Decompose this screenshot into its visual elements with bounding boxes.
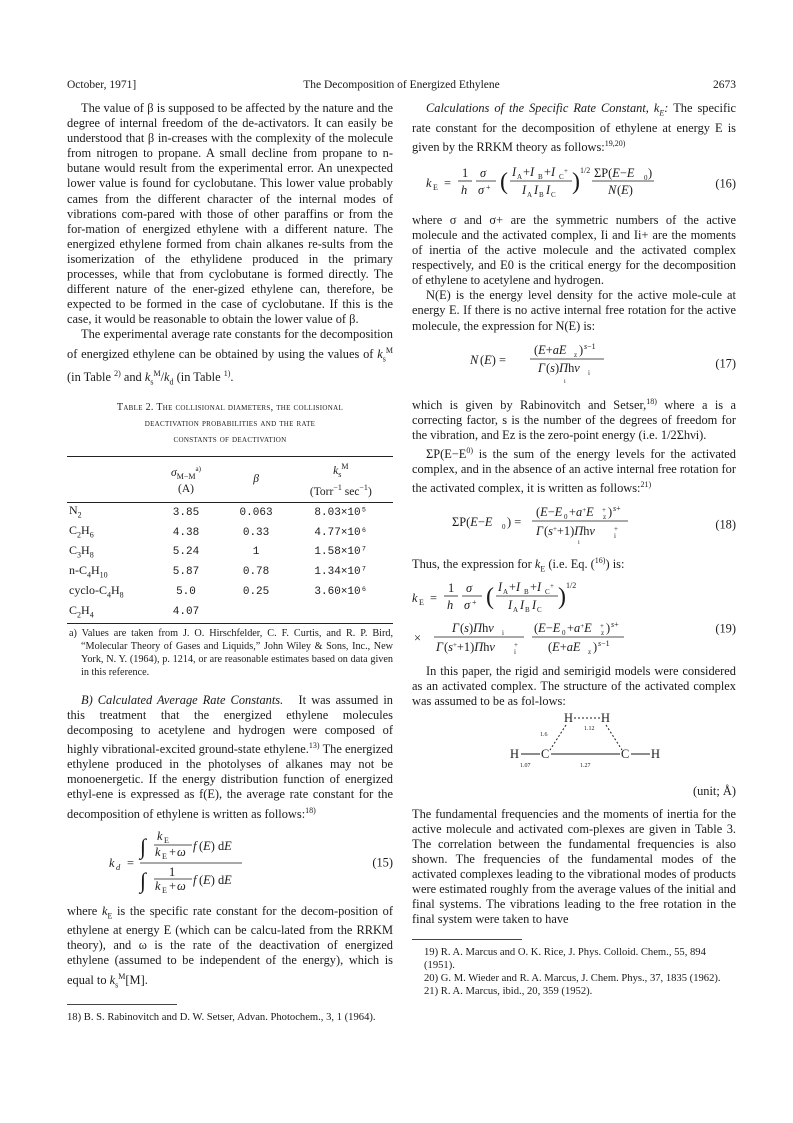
svg-text:h: h <box>461 182 468 197</box>
svg-text:=: = <box>444 175 451 190</box>
svg-text:0: 0 <box>644 173 648 182</box>
bond-hh-length: 1.12 <box>584 725 595 732</box>
svg-text:σ: σ <box>480 165 487 180</box>
svg-text:I: I <box>512 164 517 179</box>
svg-text:H: H <box>564 710 573 725</box>
equation-15-number: (15) <box>372 855 393 870</box>
table2-header-row <box>67 456 393 502</box>
paragraph-experimental-rates: The experimental average rate constants for the decomposition of energized ethylene can be obtained by using the values of $k_s^M$ (in Table $^{2)}$ and $k_s^M/k_d$ (in Table $^{1)}$. <box>67 327 393 387</box>
svg-text:ω: ω <box>177 844 186 859</box>
svg-text:s−1: s−1 <box>584 341 596 351</box>
svg-text:(E−E: (E−E <box>534 621 561 636</box>
value-cell: 4.77×10⁶ <box>314 526 368 539</box>
equation-18 <box>412 505 736 545</box>
header-title: The Decomposition of Energized Ethylene <box>303 79 500 91</box>
svg-text:k: k <box>109 855 115 870</box>
svg-text:1/2: 1/2 <box>566 581 577 591</box>
svg-text:+: + <box>169 878 176 893</box>
value-cell: 3.60×10⁶ <box>314 586 368 599</box>
svg-text:+I: +I <box>509 580 521 595</box>
rate-constant-heading: Calculations of the Specific Rate Constant, $k_E$: <box>426 101 669 118</box>
svg-text:k: k <box>412 591 418 606</box>
equation-18-math <box>452 505 692 545</box>
svg-text:): ) <box>608 504 613 519</box>
svg-text:i: i <box>502 629 504 638</box>
svg-text:C: C <box>541 746 550 761</box>
svg-text:z: z <box>574 350 578 359</box>
svg-text:k: k <box>426 175 432 190</box>
svg-text:+: + <box>514 641 518 650</box>
equation-18-number: (18) <box>715 517 736 532</box>
svg-text:k: k <box>157 829 163 843</box>
svg-text:+: + <box>602 505 606 514</box>
svg-text:1: 1 <box>462 165 469 180</box>
molecule-cell: $C_2H_6$ <box>69 522 94 540</box>
svg-text:C: C <box>559 172 564 181</box>
svg-text:H: H <box>601 710 610 725</box>
activated-complex-diagram <box>454 710 694 776</box>
svg-text:C: C <box>537 606 542 615</box>
svg-text:+: + <box>600 622 604 631</box>
molecule-cell: $C_2H_4$ <box>67 603 149 623</box>
svg-text:(s)Πhν: (s)Πhν <box>546 360 580 375</box>
svg-text:+: + <box>169 844 176 859</box>
svg-text:I: I <box>534 182 539 197</box>
svg-text:+: + <box>486 182 491 192</box>
svg-text:I: I <box>498 580 503 595</box>
footnote-rule-right <box>412 939 522 940</box>
table-row <box>67 502 393 522</box>
svg-text:k: k <box>155 844 161 859</box>
footnotes-right <box>412 946 736 998</box>
running-header <box>67 79 736 95</box>
svg-text:E: E <box>162 851 167 861</box>
svg-text:(: ( <box>500 168 508 195</box>
col-beta: β <box>223 456 288 502</box>
svg-text:σ: σ <box>466 581 473 596</box>
table2-title-line2: deactivation probabilities and the rate <box>144 417 316 429</box>
svg-text:s−1: s−1 <box>598 639 610 649</box>
svg-text:): ) <box>572 168 580 195</box>
svg-text:(E) dE: (E) dE <box>199 838 232 853</box>
table-row <box>67 563 393 583</box>
header-date: October, 1971] <box>67 79 137 91</box>
svg-text:f: f <box>193 838 197 853</box>
svg-text:) =: ) = <box>507 514 522 529</box>
svg-text:): ) <box>579 342 584 357</box>
svg-text:ω: ω <box>177 878 186 893</box>
svg-text:I: I <box>508 598 513 613</box>
svg-text:(E) =: (E) = <box>480 352 506 367</box>
svg-text:f: f <box>193 872 197 887</box>
svg-text:=: = <box>430 591 437 606</box>
svg-text:(E) dE: (E) dE <box>199 872 232 887</box>
equation-16-number: (16) <box>715 176 736 191</box>
svg-text:A: A <box>517 172 523 181</box>
value-cell: 5.24 <box>172 546 200 559</box>
equation-15-math <box>107 830 397 896</box>
svg-text:+: + <box>550 582 554 591</box>
value-cell: 3.85 <box>172 506 200 519</box>
svg-text:h: h <box>447 598 454 613</box>
molecule-cell: $N_2$ <box>69 502 82 520</box>
activated-complex-structure <box>412 710 736 799</box>
svg-text:E: E <box>419 598 424 608</box>
svg-text:B: B <box>524 588 529 597</box>
svg-text:σ: σ <box>478 182 485 197</box>
svg-text:): ) <box>558 584 566 611</box>
svg-text:(s++1)Πhν: (s++1)Πhν <box>544 523 595 538</box>
svg-text:(E+aE: (E+aE <box>548 640 581 655</box>
svg-text:Γ: Γ <box>536 523 544 538</box>
svg-text:A: A <box>527 190 533 199</box>
paragraph-sum-levels: $\Sigma P(E-E^{0)}$ is the sum of the energy levels for the activated complex, and in the absence of an active internal free rotation for the activated complex, it is written as follows:$^{21)}$ <box>412 446 736 496</box>
bond-cc-length: 1.27 <box>580 762 591 769</box>
svg-text:+a+E: +a+E <box>567 621 592 636</box>
equation-17 <box>412 342 736 386</box>
svg-text:): ) <box>648 165 653 180</box>
svg-text:A: A <box>513 606 519 615</box>
svg-text:z: z <box>603 512 607 521</box>
svg-text:H: H <box>510 746 519 761</box>
svg-text:i: i <box>514 648 516 657</box>
svg-text:i: i <box>588 368 590 377</box>
svg-text:(s++1)Πhν: (s++1)Πhν <box>444 640 495 655</box>
svg-text:B: B <box>539 190 544 199</box>
svg-text:C: C <box>545 588 550 597</box>
table2-caption <box>67 400 393 448</box>
left-column <box>67 101 393 1024</box>
svg-text:s+: s+ <box>611 620 619 630</box>
section-b-heading: B) Calculated Average Rate Constants. <box>81 692 284 707</box>
svg-text:d: d <box>116 861 121 872</box>
svg-text:I: I <box>546 182 551 197</box>
svg-text:∫: ∫ <box>140 833 147 859</box>
svg-text:0: 0 <box>502 522 506 531</box>
svg-text:(: ( <box>486 584 494 611</box>
svg-text:E: E <box>162 885 167 895</box>
value-cell: 0.25 <box>242 586 270 599</box>
svg-text:C: C <box>551 190 556 199</box>
svg-text:C: C <box>621 746 630 761</box>
paragraph-beta-discussion: The value of β is supposed to be affected by the nature and the degree of internal freedom of the de-activators. It can easily be understood that β in-creases with the complexity of the molecule from nitrogen to propane. A small decline from propane to n-butane would result from the experimental error. An unexpected lower value is found for cyclobutane. This lower value probably cames from the different character of the internal modes of vibrations com-pared with those of other paraffins or from the for-mation of energized ethylene with a different nature. The energized ethylene formed from chain alkanes re-sults from the isomerization of the ethylidene produced in the primary processes, while that from cyclobutane is formed directly. The different nature of the ener-gized ethylene can, therefore, be expected to be formed in the case of cyclobutane. If this is the case, it would be reasonable to obtain the lower value of β. <box>67 101 393 327</box>
svg-text:z: z <box>588 648 592 657</box>
bond-ch-length: 1.6 <box>540 731 548 738</box>
value-cell: 4.38 <box>172 526 200 539</box>
paragraph-thus: Thus, the expression for $k_E$ (i.e. Eq. ($^{16)}$) is: <box>412 555 625 574</box>
svg-text:E: E <box>164 835 169 845</box>
svg-text:+I: +I <box>544 164 556 179</box>
svg-text:(E−E: (E−E <box>536 504 563 519</box>
equation-16 <box>412 163 736 205</box>
table-row <box>67 603 393 623</box>
svg-text:i: i <box>564 378 566 385</box>
svg-text:Γ: Γ <box>436 640 444 655</box>
col-ks: $k_s^M$ (Torr$^{-1}$ $\sec^{-1}$) <box>289 456 393 502</box>
svg-text:(E+aE: (E+aE <box>534 342 567 357</box>
svg-text:Γ: Γ <box>538 360 546 375</box>
svg-text:H: H <box>651 746 660 761</box>
svg-text:1/2: 1/2 <box>580 165 591 175</box>
molecule-cell: cyclo-$C_4H_8$ <box>69 582 124 600</box>
table-row <box>67 583 393 603</box>
svg-text:I: I <box>532 598 537 613</box>
svg-text:z: z <box>601 629 605 638</box>
paragraph-ke-definition: where $k_E$ is the specific rate constant for the decom-position of ethylene at energy E (which can be calcu-lated from the RRKM theory), and ω is the rate of the deactivation of energized ethylene (assumed to be independent of the energy), which is equal to $k_s^M[M]$. <box>67 903 393 990</box>
value-cell: 8.03×10⁵ <box>314 506 368 519</box>
svg-text:+a+E: +a+E <box>569 504 594 519</box>
svg-text:N: N <box>470 352 479 367</box>
right-column <box>412 101 736 998</box>
svg-text:): ) <box>606 621 611 636</box>
svg-text:): ) <box>593 640 598 655</box>
table2-title-line3: constants of deactivation <box>173 433 287 445</box>
value-cell: 5.87 <box>172 566 200 579</box>
equation-19-number: (19) <box>715 621 736 636</box>
page-number: 2673 <box>713 79 736 91</box>
svg-text:+I: +I <box>530 580 542 595</box>
svg-text:1: 1 <box>448 581 455 596</box>
equation-17-number: (17) <box>715 356 736 371</box>
svg-text:1: 1 <box>169 864 176 879</box>
footnote-rule <box>67 1004 177 1005</box>
value-cell: 5.0 <box>176 586 196 599</box>
svg-text:+: + <box>564 166 568 175</box>
svg-text:ΣP(E−E: ΣP(E−E <box>452 514 493 529</box>
paragraph-rrkm-intro: Calculations of the Specific Rate Constant, $k_E$: The specific rate constant for the decomposition of ethylene at energy E is given by the RRKM theory as follows:$^{19,20)}$ <box>412 101 737 154</box>
table2-title-line1: Table 2. The collisional diameters, the collisional <box>116 401 344 413</box>
table2 <box>67 456 393 624</box>
bond-hc-length: 1.07 <box>520 762 531 769</box>
value-cell <box>289 603 393 623</box>
molecule-cell: $C_3H_8$ <box>69 542 94 560</box>
svg-text:I: I <box>520 598 525 613</box>
value-cell: 1 <box>252 546 260 559</box>
table-row <box>67 523 393 543</box>
value-cell: 4.07 <box>149 603 224 623</box>
svg-text:k: k <box>155 878 161 893</box>
svg-text:=: = <box>127 855 134 870</box>
col-sigma: $\sigma_{M-M}^{a)}$ (A) <box>149 456 224 502</box>
svg-text:∫: ∫ <box>140 867 147 893</box>
equation-16-math <box>426 163 696 205</box>
svg-text:(s)Πhν: (s)Πhν <box>460 621 494 636</box>
svg-text:N: N <box>608 182 617 197</box>
equation-15 <box>67 830 393 896</box>
svg-text:σ: σ <box>464 598 471 613</box>
svg-text:ΣP(E−E: ΣP(E−E <box>594 165 635 180</box>
svg-text:+: + <box>614 524 618 533</box>
svg-text:+I: +I <box>523 164 535 179</box>
footnote-20: 20) G. M. Wieder and R. A. Marcus, J. Chem. Phys., 37, 1835 (1962). <box>424 973 721 985</box>
paragraph-symbols: where σ and σ+ are the symmetric numbers of the active molecule and the activated complex, Ii and Ii+ are the moments of inertia of the active molecule and the activated complex respectively, and E0 is the critical energy for the decomposition of ethylene to acetylene and hydrogen. <box>412 212 736 288</box>
svg-text:+: + <box>472 598 477 608</box>
equation-19-math <box>412 580 712 656</box>
section-b-paragraph: B) Calculated Average Rate Constants. It was assumed in this treatment that the energized ethylene molecules decomposing to acetylene and hydrogen were composed of highly vibrational-excited ground-state ethylene.$^{13)}$ The energized ethylene produced in the photolyses of alkanes may not be monoenergetic. If the energy distribution function of energized ethyl-ene is expressed as f(E), the average rate constant for the decomposition of ethylene is written as follows:$^{18)}$ <box>67 692 393 821</box>
equation-17-math <box>470 342 670 386</box>
svg-text:i: i <box>578 539 580 545</box>
value-cell: 0.063 <box>239 506 273 519</box>
table2-footnote: a) Values are taken from J. O. Hirschfelder, C. F. Curtis, and R. P. Bird, “Molecular Theory of Gases and Liquids,” John Wiley & Sons, Inc., New York, N. Y. (1964), p. 1214, or are reasonable estimates based on data given in this reference. <box>69 627 393 678</box>
svg-text:E: E <box>433 182 438 192</box>
table-row <box>67 543 393 563</box>
footnote-19: 19) R. A. Marcus and O. K. Rice, J. Phys. Colloid. Chem., 55, 894 (1951). <box>424 947 706 972</box>
svg-text:0: 0 <box>564 512 568 521</box>
footnote-21: 21) R. A. Marcus, ibid., 20, 359 (1952). <box>424 986 593 998</box>
paragraph-level-density: N(E) is the energy level density for the active mole-cule at energy E. If there is no active internal free rotation for the active molecule, the expression for N(E) is: <box>412 288 736 333</box>
value-cell: 0.33 <box>242 526 270 539</box>
svg-text:Γ: Γ <box>452 621 460 636</box>
svg-text:×: × <box>414 631 421 646</box>
footnote-18: 18) B. S. Rabinovitch and D. W. Setser, Advan. Photochem., 3, 1 (1964). <box>67 1012 376 1024</box>
svg-text:(E): (E) <box>617 182 633 197</box>
unit-label: (unit; Å) <box>692 783 736 798</box>
svg-text:A: A <box>503 588 509 597</box>
value-cell: 1.58×10⁷ <box>314 546 368 559</box>
svg-text:B: B <box>525 606 530 615</box>
svg-text:B: B <box>538 172 543 181</box>
molecule-cell: $n-C_4H_{10}$ <box>69 562 108 580</box>
equation-19 <box>412 580 736 656</box>
paragraph-rabinovitch: which is given by Rabinovitch and Setser,$^{18)}$ where a is a correcting factor, s is the number of the degrees of freedom for the vibration, and Ez is the zero-point energy (i.e. 1/2Σhνi). <box>412 396 736 442</box>
paragraph-frequencies: The fundamental frequencies and the moments of inertia for the active molecule and activated com-plexes are given in Table 3. The correlation between the fundamental frequencies is also shown. The frequencies of the fundamental modes of the activated complexes leading to the vibrational modes of products were estimated roughly from the average values of the initial and final systems. The vibrations leading to the free rotation in the final system were taken to have <box>412 806 736 927</box>
svg-text:s+: s+ <box>613 504 621 513</box>
paragraph-models: In this paper, the rigid and semirigid models were considered as an activated complex. The structure of the activated complex was assumed to be as fol-lows: <box>412 664 736 709</box>
svg-text:I: I <box>522 182 527 197</box>
svg-text:i: i <box>614 531 616 540</box>
value-cell: 0.78 <box>242 566 270 579</box>
svg-text:0: 0 <box>562 629 566 638</box>
value-cell <box>223 603 288 623</box>
value-cell: 1.34×10⁷ <box>314 566 368 579</box>
